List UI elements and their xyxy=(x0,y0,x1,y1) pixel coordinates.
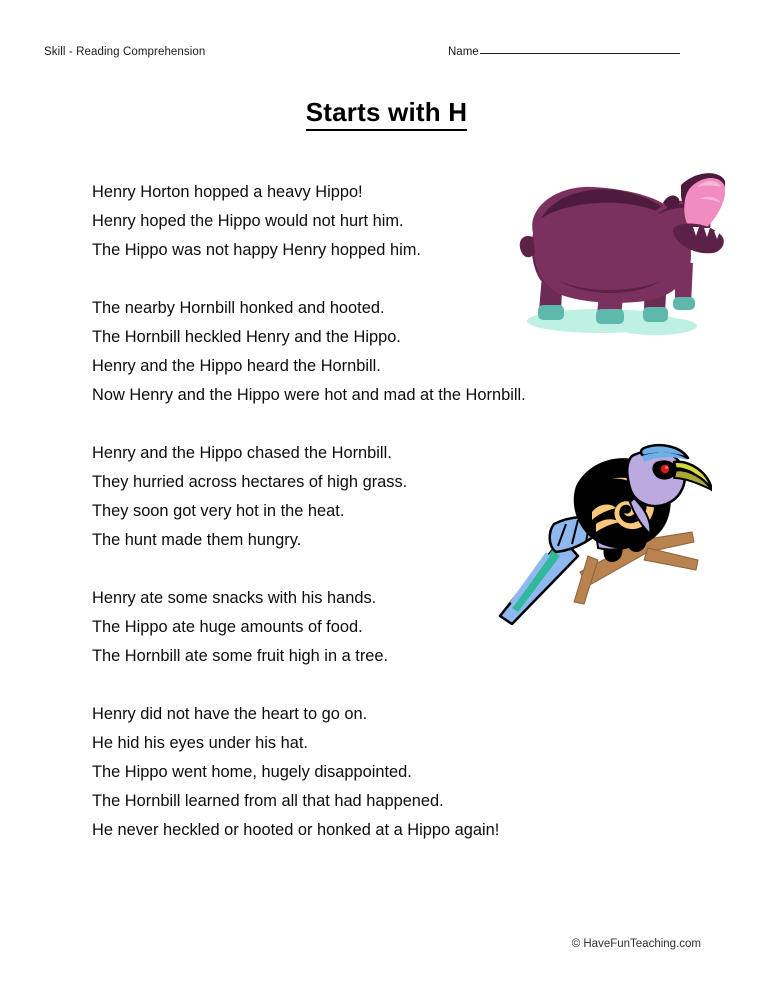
passage-line: The hunt made them hungry. xyxy=(92,531,302,549)
page-title xyxy=(0,97,773,128)
stanza-4 xyxy=(92,584,632,671)
page-title-text: Starts with H xyxy=(306,97,468,131)
passage-line: Henry hoped the Hippo would not hurt him. xyxy=(92,212,404,230)
reading-passage xyxy=(92,178,632,845)
stanza-2 xyxy=(92,294,632,410)
name-field-block xyxy=(448,46,680,58)
skill-label: Skill - Reading Comprehension xyxy=(44,46,206,58)
passage-line: Now Henry and the Hippo were hot and mad at the Hornbill. xyxy=(92,386,526,404)
passage-line: The Hornbill heckled Henry and the Hippo. xyxy=(92,328,401,346)
passage-line: The Hippo was not happy Henry hopped him. xyxy=(92,241,421,259)
stanza-5 xyxy=(92,700,632,845)
passage-line: The Hippo ate huge amounts of food. xyxy=(92,618,363,636)
passage-line: Henry did not have the heart to go on. xyxy=(92,705,368,723)
passage-line: Henry ate some snacks with his hands. xyxy=(92,589,377,607)
passage-line: Henry Horton hopped a heavy Hippo! xyxy=(92,183,363,201)
passage-line: He hid his eyes under his hat. xyxy=(92,734,308,752)
passage-line: Henry and the Hippo chased the Hornbill. xyxy=(92,444,392,462)
passage-line: The Hippo went home, hugely disappointed. xyxy=(92,763,412,781)
stanza-1 xyxy=(92,178,632,265)
stanza-3 xyxy=(92,439,632,555)
footer-copyright: © HaveFunTeaching.com xyxy=(571,938,701,950)
passage-line: They soon got very hot in the heat. xyxy=(92,502,345,520)
passage-line: The nearby Hornbill honked and hooted. xyxy=(92,299,385,317)
passage-line: They hurried across hectares of high grass. xyxy=(92,473,408,491)
passage-line: The Hornbill learned from all that had happened. xyxy=(92,792,444,810)
name-write-in-line[interactable] xyxy=(480,53,680,54)
passage-line: Henry and the Hippo heard the Hornbill. xyxy=(92,357,381,375)
passage-line: The Hornbill ate some fruit high in a tree. xyxy=(92,647,389,665)
passage-line: He never heckled or hooted or honked at a Hippo again! xyxy=(92,821,500,839)
name-label: Name xyxy=(448,46,479,58)
